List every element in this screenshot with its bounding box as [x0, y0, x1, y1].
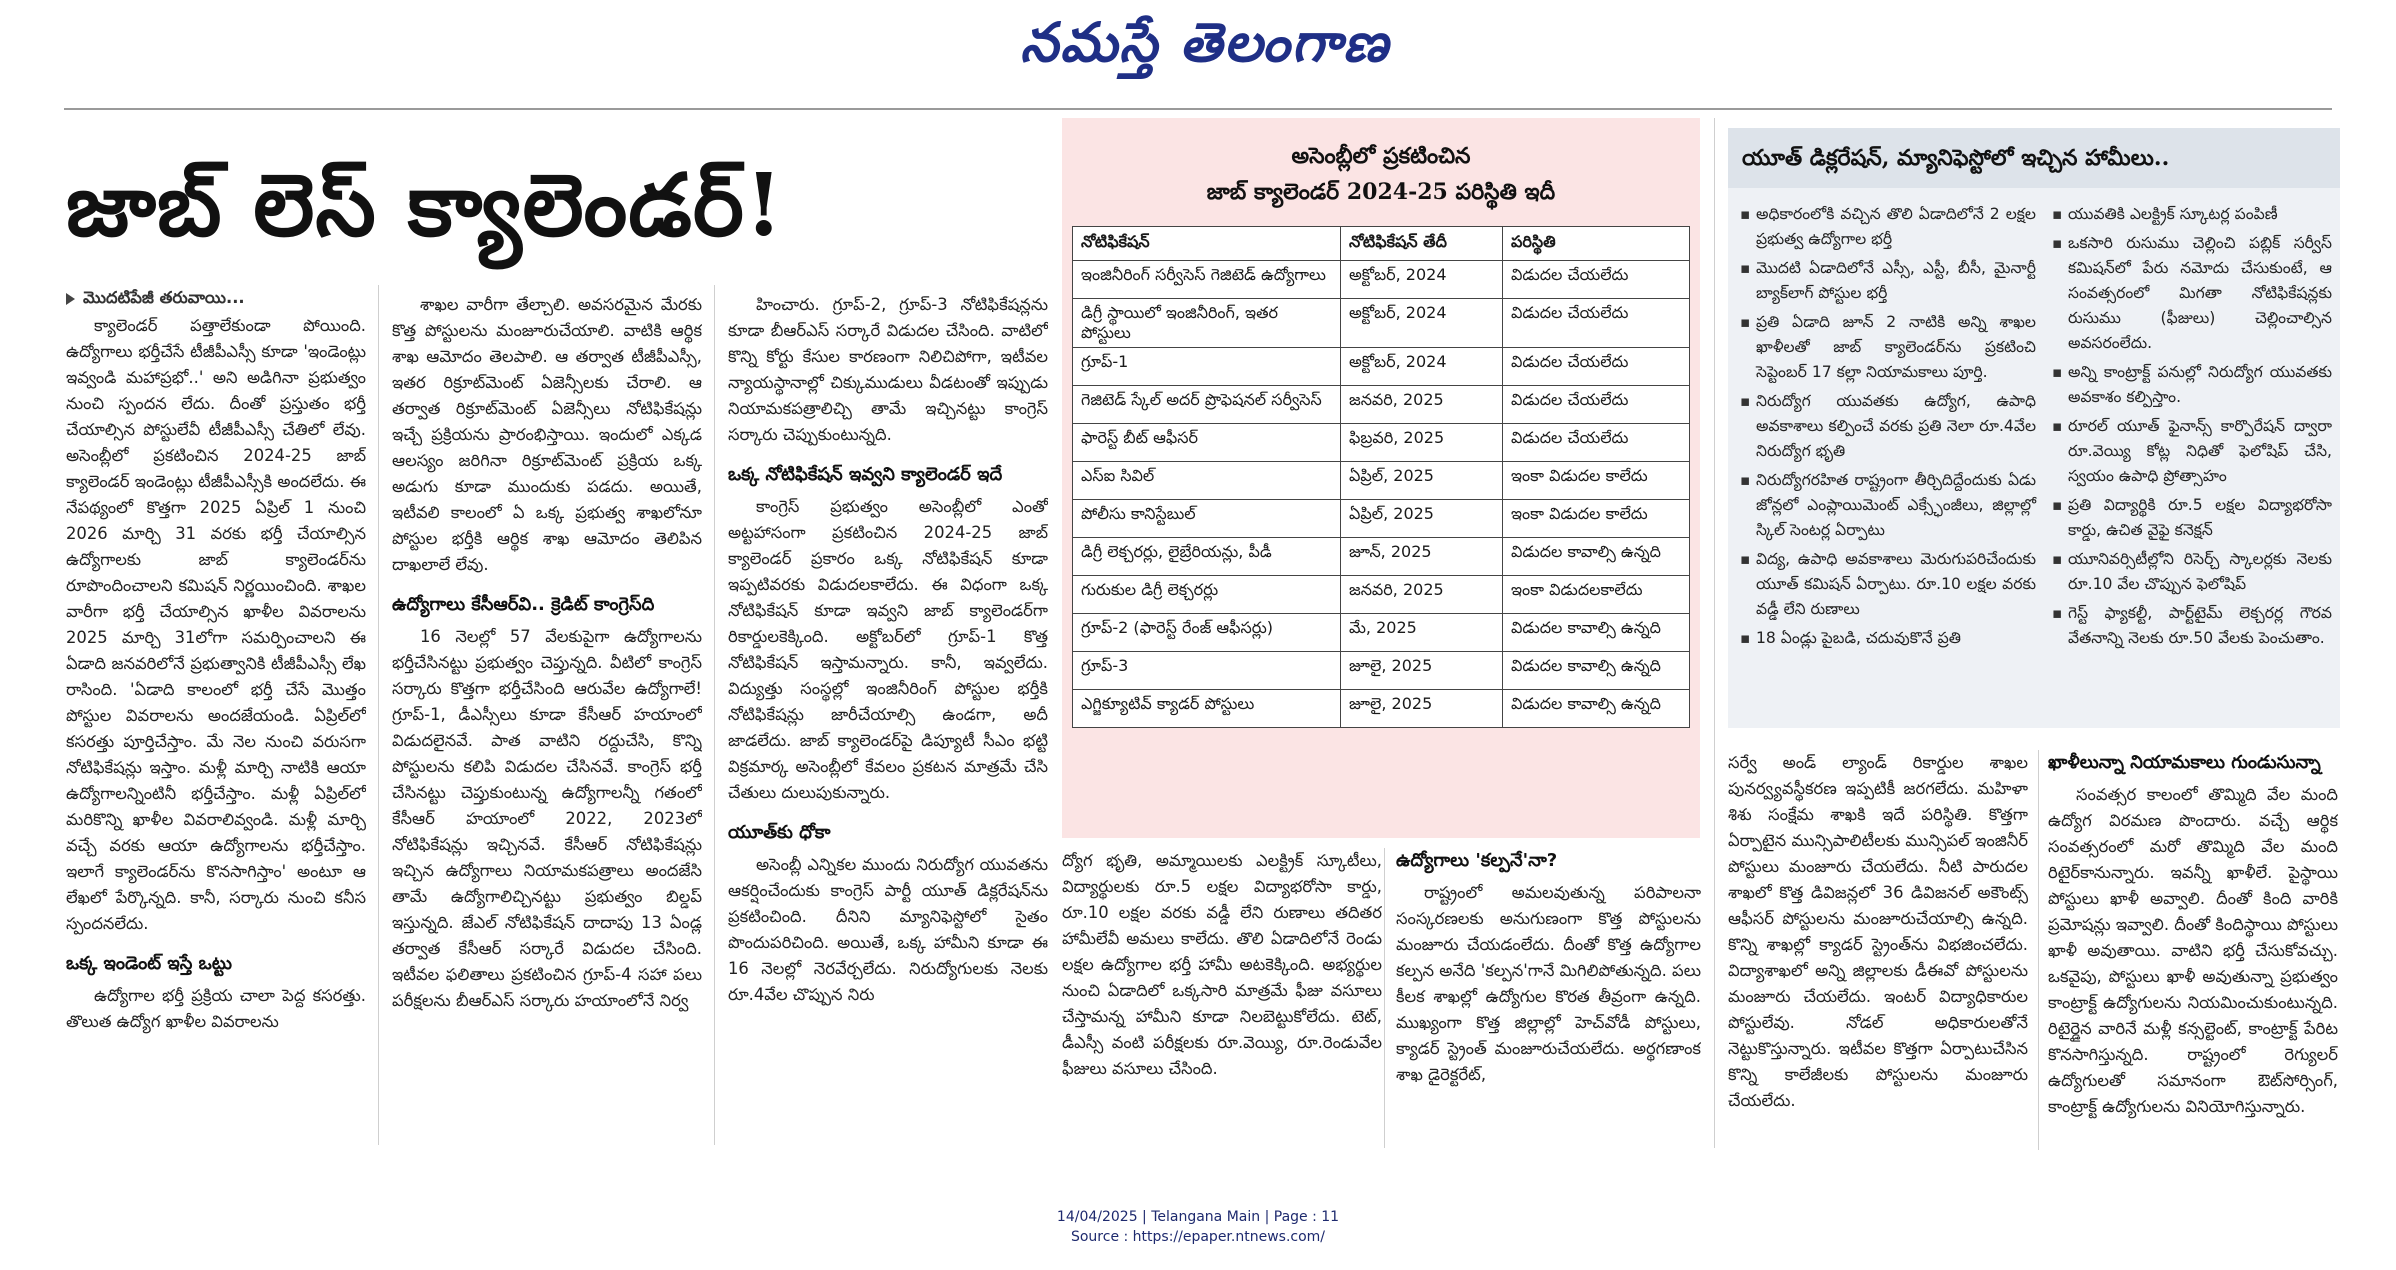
table-header-cell: నోటిఫికేషన్: [1073, 227, 1341, 261]
column-divider: [714, 285, 715, 1145]
article-column-4: [1062, 848, 1382, 1148]
list-item: ▪ 18 ఏండ్లు పైబడి, చదువుకొనే ప్రతి: [1740, 626, 2036, 651]
table-cell: విడుదల చేయలేదు: [1503, 261, 1690, 299]
table-cell: జూలై, 2025: [1341, 690, 1503, 728]
table-row: [1073, 614, 1690, 652]
table-row: [1073, 348, 1690, 386]
subhead: ఒక్క ఇండెంట్ ఇస్తే ఒట్టు: [66, 953, 232, 974]
article-column-2: [392, 292, 702, 1152]
body-paragraph: క్యాలెండర్ పత్తాలేకుండా పోయింది. ఉద్యోగాలు భర్తీచేసే టీజీపీఎస్సీ కూడా 'ఇండెంట్లు ఇవ్వండి మహాప్రభో..' అని అడిగినా ప్రభుత్వం నుంచి స్పందన లేదు. దీంతో ప్రస్తుతం భర్తీ చేయాల్సిన పోస్టులేవీ టీజీపీఎస్సీ చేతిలో లేవు. అసెంబ్లీలో ప్రకటించిన 2024-25 జాబ్ క్యాలెండర్ ఇండెంట్లు టీజీపీఎస్సీకి అందలేదు. ఈ నేపథ్యంలో కొత్తగా 2025 ఏప్రిల్ 1 నుంచి 2026 మార్చి 31 వరకు భర్తీ చేయాల్సిన ఉద్యోగాలకు జాబ్ క్యాలెండర్‌ను రూపొందించాలని కమిషన్ నిర్ణయించింది. శాఖల వారీగా భర్తీ చేయాల్సిన ఖాళీల వివరాలను 2025 మార్చి 31లోగా సమర్పించాలని ఈ ఏడాది జనవరిలోనే ప్రభుత్వానికి టీజీపీఎస్సీ లేఖ రాసింది. 'ఏడాది కాలంలో భర్తీ చేసే మొత్తం పోస్టుల వివరాలను అందజేయండి. ఏప్రిల్‌లో కసరత్తు పూర్తిచేస్తాం. మే నెల నుంచి వరుసగా నోటిఫికేషన్లు ఇస్తాం. మళ్లీ మార్చి నాటికి ఆయా ఉద్యోగాలన్నింటినీ భర్తీచేస్తాం. మళ్లీ ఏప్రిల్‌లో మరికొన్ని ఖాళీల వివరాలివ్వండి. మళ్లీ మార్చి వచ్చే వరకు ఆయా ఉద్యోగాలను భర్తీచేస్తాం. ఇలాగే క్యాలెండర్‌ను కొనసాగిస్తాం' అంటూ ఆ లేఖలో పేర్కొన్నది. కానీ, సర్కారు నుంచి కనీస స్పందనలేదు.: [66, 316, 366, 933]
body-paragraph: 16 నెలల్లో 57 వేలకుపైగా ఉద్యోగాలను భర్తీచేసినట్టు ప్రభుత్వం చెప్తున్నది. వీటిలో కాంగ్రెస్ సర్కారు కొత్తగా భర్తీచేసింది ఆరువేల ఉద్యోగాలే! గ్రూప్-1, డీఎస్సీలు కూడా కేసీఆర్ హయాంలో విడుదలైనవే. పాత వాటిని రద్దుచేసి, కొన్ని పోస్టులను కలిపి విడుదల చేసినవే. కాంగ్రెస్ భర్తీ చేసినట్టు చెప్తుకుంటున్న ఉద్యోగాలన్నీ గతంలో కేసీఆర్ హయాంలో 2022, 2023లో నోటిఫికేషన్లు ఇచ్చినవే. కేసీఆర్ నోటిఫికేషన్లు ఇచ్చిన ఉద్యోగాలు నియామకపత్రాలు అందజేసి తామే ఉద్యోగాలిచ్చినట్టు ప్రభుత్వం బిల్డప్ ఇస్తున్నది. జేఎల్ నోటిఫికేషన్ దాదాపు 13 ఏండ్ల తర్వాత కేసీఆర్ సర్కారే విడుదల చేసింది. ఇటీవల ఫలితాలు ప్రకటించిన గ్రూప్-4 సహా పలు పరీక్షలను బీఆర్‌ఎస్ సర్కారు హయాంలోనే నిర్వ: [392, 627, 702, 1010]
promises-title: యూత్ డిక్లరేషన్, మ్యానిఫెస్టోలో ఇచ్చిన హామీలు..: [1728, 128, 2340, 188]
job-calendar-title-line-1: అసెంబ్లీలో ప్రకటించిన: [1291, 143, 1471, 169]
body-paragraph: ద్యోగ భృతి, అమ్మాయిలకు ఎలక్ట్రిక్ స్కూటీలు, విద్యార్థులకు రూ.5 లక్షల విద్యాభరోసా కార్డు, రూ.10 లక్షల వరకు వడ్డీ లేని రుణాలు తదితర హామీలేవీ అమలు కాలేదు. తొలి ఏడాదిలోనే రెండు లక్షల ఉద్యోగాల భర్తీ హామీ అటకెక్కింది. అభ్యర్థుల నుంచి ఏడాదిలో ఒక్కసారి మాత్రమే ఫీజు వసూలు చేస్తామన్న హామీని కూడా నిలబెట్టుకోలేదు. టెట్, డీఎస్సీ వంటి పరీక్షలకు రూ.వెయ్యి, రూ.రెండువేల ఫీజులు వసూలు చేసింది.: [1062, 851, 1382, 1078]
article-column-6: [1728, 750, 2028, 1150]
table-cell: జనవరి, 2025: [1341, 576, 1503, 614]
column-divider: [1384, 848, 1385, 1148]
table-header-row: [1073, 227, 1690, 261]
list-item: ▪ అధికారంలోకి వచ్చిన తొలి ఏడాదిలోనే 2 లక్షల ప్రభుత్వ ఉద్యోగాల భర్తీ: [1740, 202, 2036, 252]
table-row: [1073, 424, 1690, 462]
column-divider: [378, 285, 379, 1145]
table-cell: జూన్, 2025: [1341, 538, 1503, 576]
table-row: [1073, 652, 1690, 690]
table-cell: విడుదల చేయలేదు: [1503, 348, 1690, 386]
list-item: ▪ విద్య, ఉపాధి అవకాశాలు మెరుగుపరిచేందుకు యూత్ కమిషన్ ఏర్పాటు. రూ.10 లక్షల వరకు వడ్డీ లేని రుణాలు: [1740, 547, 2036, 622]
body-paragraph: హించారు. గ్రూప్-2, గ్రూప్-3 నోటిఫికేషన్లను కూడా బీఆర్‌ఎస్ సర్కారే విడుదల చేసింది. వాటిలో కొన్ని కోర్టు కేసుల కారణంగా నిలిచిపోగా, ఇటీవల న్యాయస్థానాల్లో చిక్కుముడులు వీడటంతో ఇప్పుడు నియామకపత్రాలిచ్చి తామే ఇచ్చినట్టు కాంగ్రెస్ సర్కారు చెప్పుకుంటున్నది.: [728, 295, 1048, 444]
article-column-5: [1396, 848, 1701, 1148]
promises-box: [1728, 128, 2340, 728]
table-cell: అక్టోబర్, 2024: [1341, 348, 1503, 386]
table-cell: ఇంకా విడుదల కాలేదు: [1503, 462, 1690, 500]
footer-date-line: 14/04/2025 | Telangana Main | Page : 11: [1056, 1209, 1340, 1225]
footer-source-link[interactable]: Source : https://epaper.ntnews.com/: [1070, 1229, 1326, 1245]
subhead: ఉద్యోగాలు 'కల్పనే'నా?: [1396, 850, 1558, 871]
subhead: ఉద్యోగాలు కేసీఆర్‌వి.. క్రెడిట్ కాంగ్రెస్‌ది: [392, 594, 655, 615]
body-paragraph: శాఖల వారీగా తేల్చాలి. అవసరమైన మేరకు కొత్త పోస్టులను మంజూరుచేయాలి. వాటికి ఆర్థిక శాఖ ఆమోదం తెలపాలి. ఆ తర్వాత టీజీపీఎస్సీ, ఇతర రిక్రూట్‌మెంట్ ఏజెన్సీలకు చేరాలి. ఆ తర్వాత రిక్రూట్‌మెంట్ ఏజెన్సీలు నోటిఫికేషన్లు ఇచ్చే ప్రక్రియను ప్రారంభిస్తాయి. ఇందులో ఎక్కడ ఆలస్యం జరిగినా రిక్రూట్‌మెంట్ ప్రక్రియ ఒక్క అడుగు కూడా ముందుకు పడదు. అయితే, ఇటీవలి కాలంలో ఏ ఒక్క ప్రభుత్వ శాఖలోనూ పోస్టుల భర్తీకి ఆర్థిక శాఖ ఆమోదం తెలిపిన దాఖలాలే లేవు.: [392, 295, 702, 574]
table-cell: ఎగ్జిక్యూటివ్ క్యాడర్ పోస్టులు: [1073, 690, 1341, 728]
arrow-icon: [66, 293, 75, 305]
list-item: ▪ ప్రతి విద్యార్థికి రూ.5 లక్షల విద్యాభరోసా కార్డు, ఉచిత వైఫై కనెక్షన్: [2052, 493, 2332, 543]
body-paragraph: ఉద్యోగాల భర్తీ ప్రక్రియ చాలా పెద్ద కసరత్తు. తొలుత ఉద్యోగ ఖాళీల వివరాలను: [66, 986, 366, 1031]
table-cell: విడుదల చేయలేదు: [1503, 386, 1690, 424]
table-cell: జూలై, 2025: [1341, 652, 1503, 690]
table-cell: ఇంకా విడుదలకాలేదు: [1503, 576, 1690, 614]
table-row: [1073, 261, 1690, 299]
body-paragraph: సర్వే అండ్ ల్యాండ్ రికార్డుల శాఖల పునర్వ్యవస్థీకరణ ఇప్పటికీ జరగలేదు. మహిళా శిశు సంక్షేమ శాఖకి ఇదే పరిస్థితి. కొత్తగా ఏర్పాటైన మున్సిపాలిటీలకు మున్సిపల్ ఇంజినీర్ పోస్టులు మంజూరు చేయలేదు. నీటి పారుదల శాఖలో కొత్త డివిజన్లలో 36 డివిజనల్ అకౌంట్స్ ఆఫీసర్ పోస్టులను మంజూరుచేయాల్సి ఉన్నది. కొన్ని శాఖల్లో క్యాడర్ స్ట్రెంత్‌ను విభజించలేదు. విద్యాశాఖలో అన్ని జిల్లాలకు డీఈవో పోస్టులను మంజూరు చేయలేదు. ఇంటర్ విద్యాధికారుల పోస్టులేవు. నోడల్ అధికారులతోనే నెట్టుకొస్తున్నారు. ఇటీవల కొత్తగా ఏర్పాటుచేసిన కొన్ని కాలేజీలకు పోస్టులను మంజూరు చేయలేదు.: [1728, 753, 2028, 1110]
kicker-text: మొదటిపేజీ తరువాయి...: [83, 288, 245, 307]
table-row: [1073, 462, 1690, 500]
article-column-1: [66, 285, 366, 1145]
table-cell: గ్రూప్-3: [1073, 652, 1341, 690]
table-cell: ఎస్‌ఐ సివిల్: [1073, 462, 1341, 500]
table-cell: ఫారెస్ట్ బీట్ ఆఫీసర్: [1073, 424, 1341, 462]
subhead: ఖాళీలున్నా నియామకాలు గుండుసున్నా: [2048, 752, 2321, 773]
table-cell: ఏప్రిల్, 2025: [1341, 500, 1503, 538]
table-cell: గెజిటెడ్ స్కేల్ అదర్ ప్రొఫెషనల్ సర్వీసెస్: [1073, 386, 1341, 424]
table-cell: విడుదల కావాల్సి ఉన్నది: [1503, 690, 1690, 728]
table-cell: డిగ్రీ స్థాయిలో ఇంజినీరింగ్, ఇతర పోస్టులు: [1073, 299, 1341, 348]
list-item: ▪ నిరుద్యోగ యువతకు ఉద్యోగ, ఉపాధి అవకాశాలు కల్పించే వరకు ప్రతి నెలా రూ.4వేల నిరుద్యోగ భృతి: [1740, 389, 2036, 464]
article-column-3: [728, 292, 1048, 1152]
table-cell: గ్రూప్-2 (ఫారెస్ట్ రేంజ్ ఆఫీసర్లు): [1073, 614, 1341, 652]
column-divider: [2038, 750, 2039, 1150]
table-row: [1073, 386, 1690, 424]
table-cell: ఏప్రిల్, 2025: [1341, 462, 1503, 500]
kicker: [66, 285, 366, 311]
body-paragraph: రాష్ట్రంలో అమలవుతున్న పరిపాలనా సంస్కరణలకు అనుగుణంగా కొత్త పోస్టులను మంజూరు చేయడంలేదు. దీంతో కొత్త ఉద్యోగాల కల్పన అనేది 'కల్పన'గానే మిగిలిపోతున్నది. పలు కీలక శాఖల్లో ఉద్యోగుల కొరత తీవ్రంగా ఉన్నది. ముఖ్యంగా కొత్త జిల్లాల్లో హెచ్‌వోడీ పోస్టులు, క్యాడర్ స్ట్రెంత్ మంజూరుచేయలేదు. అర్థగణాంక శాఖ డైరెక్టరేట్,: [1396, 883, 1701, 1084]
table-row: [1073, 500, 1690, 538]
subhead: యూత్‌కు ధోకా: [728, 822, 831, 843]
table-cell: డిగ్రీ లెక్చరర్లు, లైబ్రేరియన్లు, పీడీ: [1073, 538, 1341, 576]
body-paragraph: సంవత్సర కాలంలో తొమ్మిది వేల మంది ఉద్యోగ విరమణ పొందారు. వచ్చే ఆర్థిక సంవత్సరంలో మరో తొమ్మిది వేల మంది రిటైర్‌కానున్నారు. ఇవన్నీ ఖాళీలే. పైస్థాయి పోస్టులు ఖాళీ అవ్వాలి. దీంతో కింది వారికి ప్రమోషన్లు ఇవ్వాలి. దీంతో కిందిస్థాయి పోస్టులు ఖాళీ అవుతాయి. వాటిని భర్తీ చేసుకోవచ్చు. ఒకవైపు, పోస్టులు ఖాళీ అవుతున్నా ప్రభుత్వం కాంట్రాక్ట్ ఉద్యోగులను నియమించుకుంటున్నది. రిటైర్డైన వారినే మళ్లీ కన్సల్టెంట్, కాంట్రాక్ట్ పేరిట కొనసాగిస్తున్నది. రాష్ట్రంలో రెగ్యులర్ ఉద్యోగులతో సమానంగా ఔట్‌సోర్సింగ్, కాంట్రాక్ట్ ఉద్యోగులను వినియోగిస్తున్నారు.: [2048, 785, 2338, 1116]
table-cell: గురుకుల డిగ్రీ లెక్చరర్లు: [1073, 576, 1341, 614]
table-header-cell: నోటిఫికేషన్ తేదీ: [1341, 227, 1503, 261]
table-row: [1073, 690, 1690, 728]
table-cell: ఫిబ్రవరి, 2025: [1341, 424, 1503, 462]
list-item: ▪ యువతికి ఎలక్ట్రిక్ స్కూటర్ల పంపిణీ: [2052, 202, 2332, 227]
list-item: ▪ ఒకసారి రుసుము చెల్లించి పబ్లిక్ సర్వీస్ కమిషన్‌లో పేరు నమోదు చేసుకుంటే, ఆ సంవత్సరంలో మిగతా నోటిఫికేషన్లకు రుసుము (ఫీజులు) చెల్లించాల్సిన అవసరంలేదు.: [2052, 231, 2332, 356]
table-cell: ఇంకా విడుదల కాలేదు: [1503, 500, 1690, 538]
list-item: ▪ మొదటి ఏడాదిలోనే ఎస్సీ, ఎస్టీ, బీసీ, మైనార్టీ బ్యాక్‌లాగ్ పోస్టుల భర్తీ: [1740, 256, 2036, 306]
footer: [0, 1207, 2396, 1247]
body-paragraph: అసెంబ్లీ ఎన్నికల ముందు నిరుద్యోగ యువతను ఆకర్షించేందుకు కాంగ్రెస్ పార్టీ యూత్ డిక్లరేషన్‌ను ప్రకటించింది. దీనిని మ్యానిఫెస్టోలో సైతం పొందుపరిచింది. అయితే, ఒక్క హామీని కూడా ఈ 16 నెలల్లో నెరవేర్చలేదు. నిరుద్యోగులకు నెలకు రూ.4వేల చొప్పున నిరు: [728, 855, 1048, 1004]
article-column-7: [2048, 750, 2338, 1150]
table-cell: మే, 2025: [1341, 614, 1503, 652]
list-item: ▪ యూనివర్సిటీల్లోని రిసెర్చ్ స్కాలర్లకు నెలకు రూ.10 వేల చొప్పున ఫెలోషిప్: [2052, 547, 2332, 597]
table-cell: అక్టోబర్, 2024: [1341, 299, 1503, 348]
table-header-cell: పరిస్థితి: [1503, 227, 1690, 261]
table-cell: విడుదల కావాల్సి ఉన్నది: [1503, 652, 1690, 690]
job-calendar-box: [1062, 118, 1700, 838]
newspaper-logo: నమస్తే తెలంగాణ: [1020, 10, 1390, 74]
table-cell: విడుదల చేయలేదు: [1503, 299, 1690, 348]
table-cell: జనవరి, 2025: [1341, 386, 1503, 424]
table-cell: పోలీసు కానిస్టేబుల్: [1073, 500, 1341, 538]
masthead-divider: [64, 108, 2332, 110]
table-cell: విడుదల చేయలేదు: [1503, 424, 1690, 462]
list-item: ▪ ప్రతి ఏడాది జూన్ 2 నాటికి అన్ని శాఖల ఖాళీలతో జాబ్ క్యాలెండర్‌ను ప్రకటించి సెప్టెంబర్ 17 కల్లా నియామకాలు పూర్తి.: [1740, 310, 2036, 385]
list-item: ▪ రూరల్ యూత్ ఫైనాన్స్ కార్పొరేషన్ ద్వారా రూ.వెయ్యి కోట్ల నిధితో ఫెలోషిప్ చేసి, స్వయం ఉపాధి ప్రోత్సాహం: [2052, 414, 2332, 489]
table-cell: ఇంజినీరింగ్ సర్వీసెస్ గెజిటెడ్ ఉద్యోగాలు: [1073, 261, 1341, 299]
body-paragraph: కాంగ్రెస్ ప్రభుత్వం అసెంబ్లీలో ఎంతో అట్టహాసంగా ప్రకటించిన 2024-25 జాబ్ క్యాలెండర్ ప్రకారం ఒక్క నోటిఫికేషన్ కూడా ఇప్పటివరకు విడుదలకాలేదు. ఈ విధంగా ఒక్క నోటిఫికేషన్ కూడా ఇవ్వని జాబ్ క్యాలెండర్‌గా రికార్డులకెక్కింది. అక్టోబర్‌లో గ్రూప్-1 కొత్త నోటిఫికేషన్ ఇస్తామన్నారు. కానీ, ఇవ్వలేదు. విద్యుత్తు సంస్థల్లో ఇంజినీరింగ్ పోస్టుల భర్తీకి నోటిఫికేషన్లు జారీచేయాల్సి ఉండగా, అదీ జాడలేదు. జాబ్ క్యాలెండర్‌పై డిప్యూటీ సీఎం భట్టి విక్రమార్క అసెంబ్లీలో కేవలం ప్రకటన మాత్రమే చేసి చేతులు దులుపుకున్నారు.: [728, 497, 1048, 802]
list-item: ▪ గెస్ట్ ఫ్యాకల్టీ, పార్ట్‌టైమ్ లెక్చరర్ల గౌరవ వేతనాన్ని నెలకు రూ.50 వేలకు పెంచుతాం.: [2052, 601, 2332, 651]
list-item: ▪ నిరుద్యోగరహిత రాష్ట్రంగా తీర్చిదిద్దేందుకు ఏడు జోన్లలో ఎంప్లాయిమెంట్ ఎక్స్ఛేంజీలు, జిల్లాల్లో స్కిల్ సెంటర్ల ఏర్పాటు: [1740, 468, 2036, 543]
promises-list: [1740, 202, 2036, 655]
masthead: [0, 0, 2396, 95]
job-calendar-title-line-2: జాబ్ క్యాలెండర్ 2024-25 పరిస్థితి ఇదీ: [1206, 179, 1556, 205]
list-item: ▪ అన్ని కాంట్రాక్ట్ పనుల్లో నిరుద్యోగ యువతకు అవకాశం కల్పిస్తాం.: [2052, 360, 2332, 410]
table-row: [1073, 538, 1690, 576]
job-calendar-table: [1072, 226, 1690, 728]
headline: జాబ్ లెస్ క్యాలెండర్!: [66, 155, 784, 256]
table-cell: గ్రూప్-1: [1073, 348, 1341, 386]
column-divider: [1714, 118, 1715, 1148]
promises-list: [2052, 202, 2332, 655]
job-calendar-title: [1062, 138, 1700, 210]
table-cell: అక్టోబర్, 2024: [1341, 261, 1503, 299]
table-cell: విడుదల కావాల్సి ఉన్నది: [1503, 614, 1690, 652]
subhead: ఒక్క నోటిఫికేషన్ ఇవ్వని క్యాలెండర్ ఇదే: [728, 464, 1003, 485]
table-row: [1073, 299, 1690, 348]
table-row: [1073, 576, 1690, 614]
table-cell: విడుదల కావాల్సి ఉన్నది: [1503, 538, 1690, 576]
